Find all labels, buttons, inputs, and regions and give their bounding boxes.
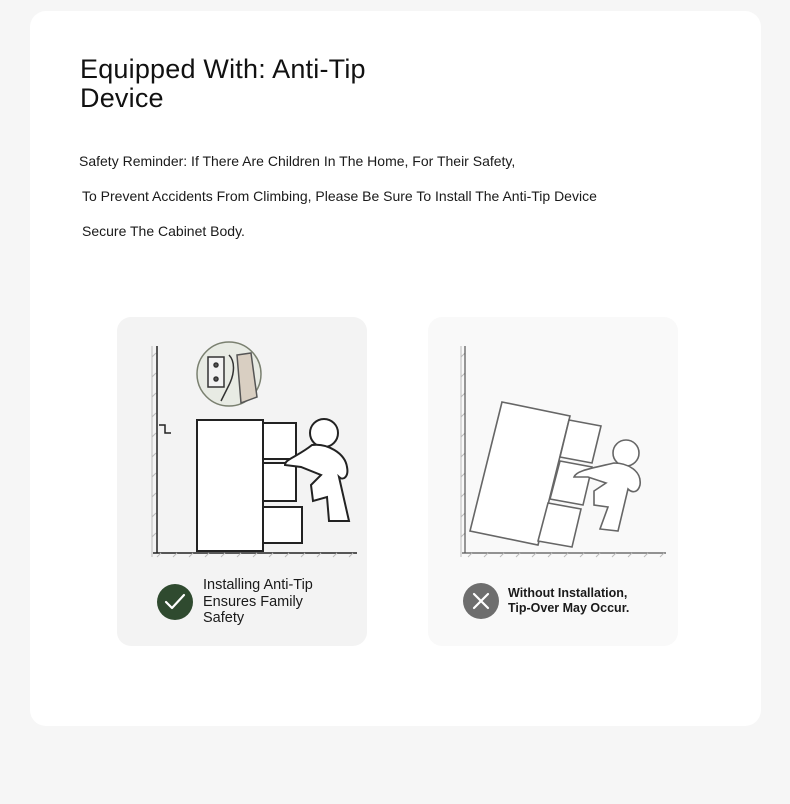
safety-reminder [79,151,639,256]
tipping-cabinet-illustration [428,317,678,567]
installed-panel [117,317,367,646]
not-installed-caption-line-2: Tip-Over May Occur. [508,601,630,615]
not-installed-caption-line-1: Without Installation, [508,586,628,600]
cross-icon [463,583,499,619]
not-installed-caption [463,583,648,619]
page-title: Equipped With: Anti-Tip Device [80,54,366,113]
wall-hatch [152,346,156,557]
not-installed-caption-text [508,586,648,616]
not-installed-panel [428,317,678,646]
checkmark-icon [157,584,193,620]
content-card [30,11,761,726]
reminder-line-1: Safety Reminder: If There Are Children In The Home, For Their Safety, [79,153,516,169]
reminder-line-2: To Prevent Accidents From Climbing, Please Be Sure To Install The Anti-Tip Device [82,188,597,204]
installed-cabinet-illustration [117,317,367,567]
installed-caption [157,577,333,627]
reminder-line-3: Secure The Cabinet Body. [82,223,245,239]
cabinet-body [197,420,263,551]
installed-caption-text: Installing Anti-Tip Ensures Family Safety [203,577,313,626]
anti-tip-bracket [159,425,171,433]
